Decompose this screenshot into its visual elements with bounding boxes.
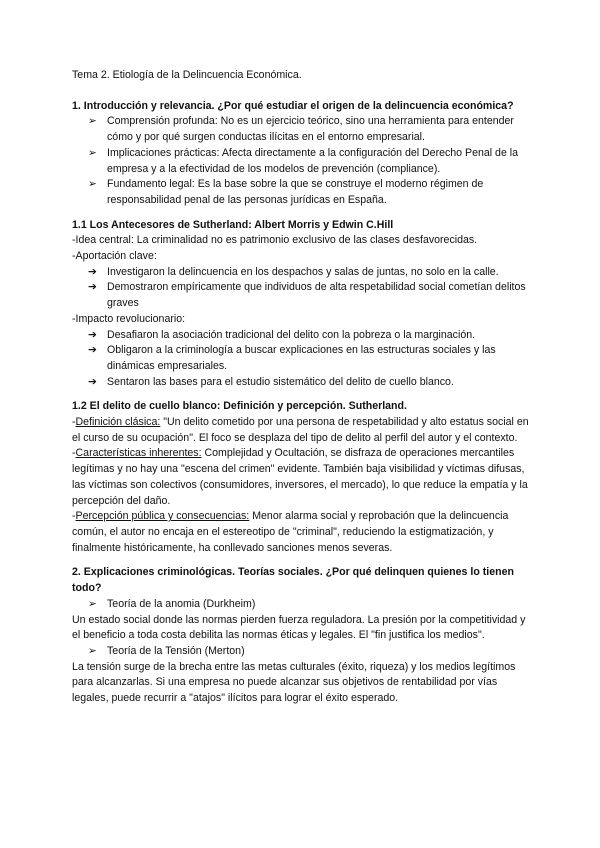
list-item <box>72 280 532 311</box>
document-title: Tema 2. Etiología de la Delincuencia Económica. <box>72 69 302 81</box>
section-1-list <box>72 114 532 208</box>
impacto-label: -Impacto revolucionario: <box>72 312 186 325</box>
aportacion-label: -Aportación clave: <box>72 250 157 263</box>
arrow-bullet-icon: ➔ <box>88 328 97 341</box>
impacto-list <box>72 328 532 391</box>
percepcion-text: Menor alarma social y reprobación que la delincuencia común, el autor no encaja en el estereotipo de "criminal", reduciendo la estigmatización, y finalmente históricamente, ha conllevado sanciones menos severas. <box>72 510 509 554</box>
arrow-bullet-icon: ➔ <box>88 265 97 278</box>
arrow-bullet-icon: ➔ <box>88 281 97 294</box>
arrowhead-bullet-icon: ➢ <box>88 644 97 657</box>
list-item <box>72 328 532 344</box>
section-1-1-heading: 1.1 Los Antecesores de Sutherland: Albert Morris y Edwin C.Hill <box>72 218 394 231</box>
list-item <box>72 375 532 391</box>
definicion-paragraph <box>72 415 532 446</box>
list-item <box>72 114 532 145</box>
document-page <box>72 68 532 707</box>
definicion-label: Definición clásica: <box>75 416 161 429</box>
list-item-text: Demostraron empíricamente que individuos de alta respetabilidad social cometían delitos graves <box>107 281 526 310</box>
tension-label: Teoría de la Tensión (Merton) <box>107 644 245 657</box>
anomia-text: Un estado social donde las normas pierden fuerza reguladora. La presión por la competitividad y el beneficio a toda costa debilita las normas éticas y legales. El "fin justifica los medios". <box>72 613 526 642</box>
anomia-label: Teoría de la anomia (Durkheim) <box>107 597 256 610</box>
percepcion-label: Percepción pública y consecuencias: <box>75 510 250 523</box>
anomia-item <box>72 597 532 613</box>
list-item-text: Desafiaron la asociación tradicional del delito con la pobreza o la marginación. <box>107 328 476 341</box>
definicion-text: "Un delito cometido por una persona de respetabilidad y alto estatus social en el curso de su ocupación". El foco se desplaza del tipo de delito al perfil del autor y el contexto. <box>72 416 529 444</box>
list-item <box>72 265 532 281</box>
list-item-text: Sentaron las bases para el estudio sistemático del delito de cuello blanco. <box>107 375 454 388</box>
arrowhead-bullet-icon: ➢ <box>88 178 97 191</box>
section-1-heading: 1. Introducción y relevancia. ¿Por qué estudiar el origen de la delincuencia económica? <box>72 99 514 112</box>
arrowhead-bullet-icon: ➢ <box>88 146 97 159</box>
section-2-heading: 2. Explicaciones criminológicas. Teorías sociales. ¿Por qué delinquen quienes lo tienen todo? <box>72 566 514 595</box>
percepcion-paragraph <box>72 509 532 556</box>
arrowhead-bullet-icon: ➢ <box>88 115 97 128</box>
caracteristicas-text: Complejidad y Ocultación, se disfraza de operaciones mercantiles legítimas y no hay una "escena del crimen" evidente. También baja visibilidad y víctimas difusas, las víctimas son colectivos (consumidores, inversores, el mercado), lo que reduce la empatía y la percepción del daño. <box>72 447 528 507</box>
idea-central: -Idea central: La criminalidad no es patrimonio exclusivo de las clases desfavorecidas. <box>72 234 478 247</box>
tension-text: La tensión surge de la brecha entre las metas culturales (éxito, riqueza) y los medios legítimos para alcanzarlas. Si una empresa no puede alcanzar sus objetivos de rentabilidad por vías legales, puede recurrir a "atajos" ilícitos para lograr el éxito esperado. <box>72 660 516 705</box>
list-item-text: Implicaciones prácticas: Afecta directamente a la configuración del Derecho Penal de la empresa y a la efectividad de los modelos de prevención (compliance). <box>107 146 519 175</box>
tension-item <box>72 644 532 660</box>
arrow-bullet-icon: ➔ <box>88 375 97 388</box>
list-item-text: Fundamento legal: Es la base sobre la que se construye el moderno régimen de responsabilidad penal de las personas jurídicas en España. <box>107 178 484 206</box>
arrow-bullet-icon: ➔ <box>88 344 97 357</box>
caracteristicas-label: Características inherentes: <box>75 447 202 460</box>
list-item-text: Comprensión profunda: No es un ejercicio teórico, sino una herramienta para entender cómo y por qué surgen conductas ilícitas en el entorno empresarial. <box>107 115 514 144</box>
caracteristicas-paragraph <box>72 446 532 509</box>
aportacion-list <box>72 265 532 312</box>
dash-prefix: - <box>72 416 76 429</box>
arrowhead-bullet-icon: ➢ <box>88 597 97 610</box>
section-1-2-heading: 1.2 El delito de cuello blanco: Definición y percepción. Sutherland. <box>72 400 407 413</box>
list-item-text: Obligaron a la criminología a buscar explicaciones en las estructuras sociales y las dinámicas empresariales. <box>107 344 496 372</box>
dash-prefix: - <box>72 447 76 460</box>
list-item <box>72 177 532 208</box>
list-item <box>72 146 532 177</box>
list-item <box>72 343 532 374</box>
list-item-text: Investigaron la delincuencia en los despachos y salas de juntas, no solo en la calle. <box>107 265 499 278</box>
dash-prefix: - <box>72 510 76 523</box>
